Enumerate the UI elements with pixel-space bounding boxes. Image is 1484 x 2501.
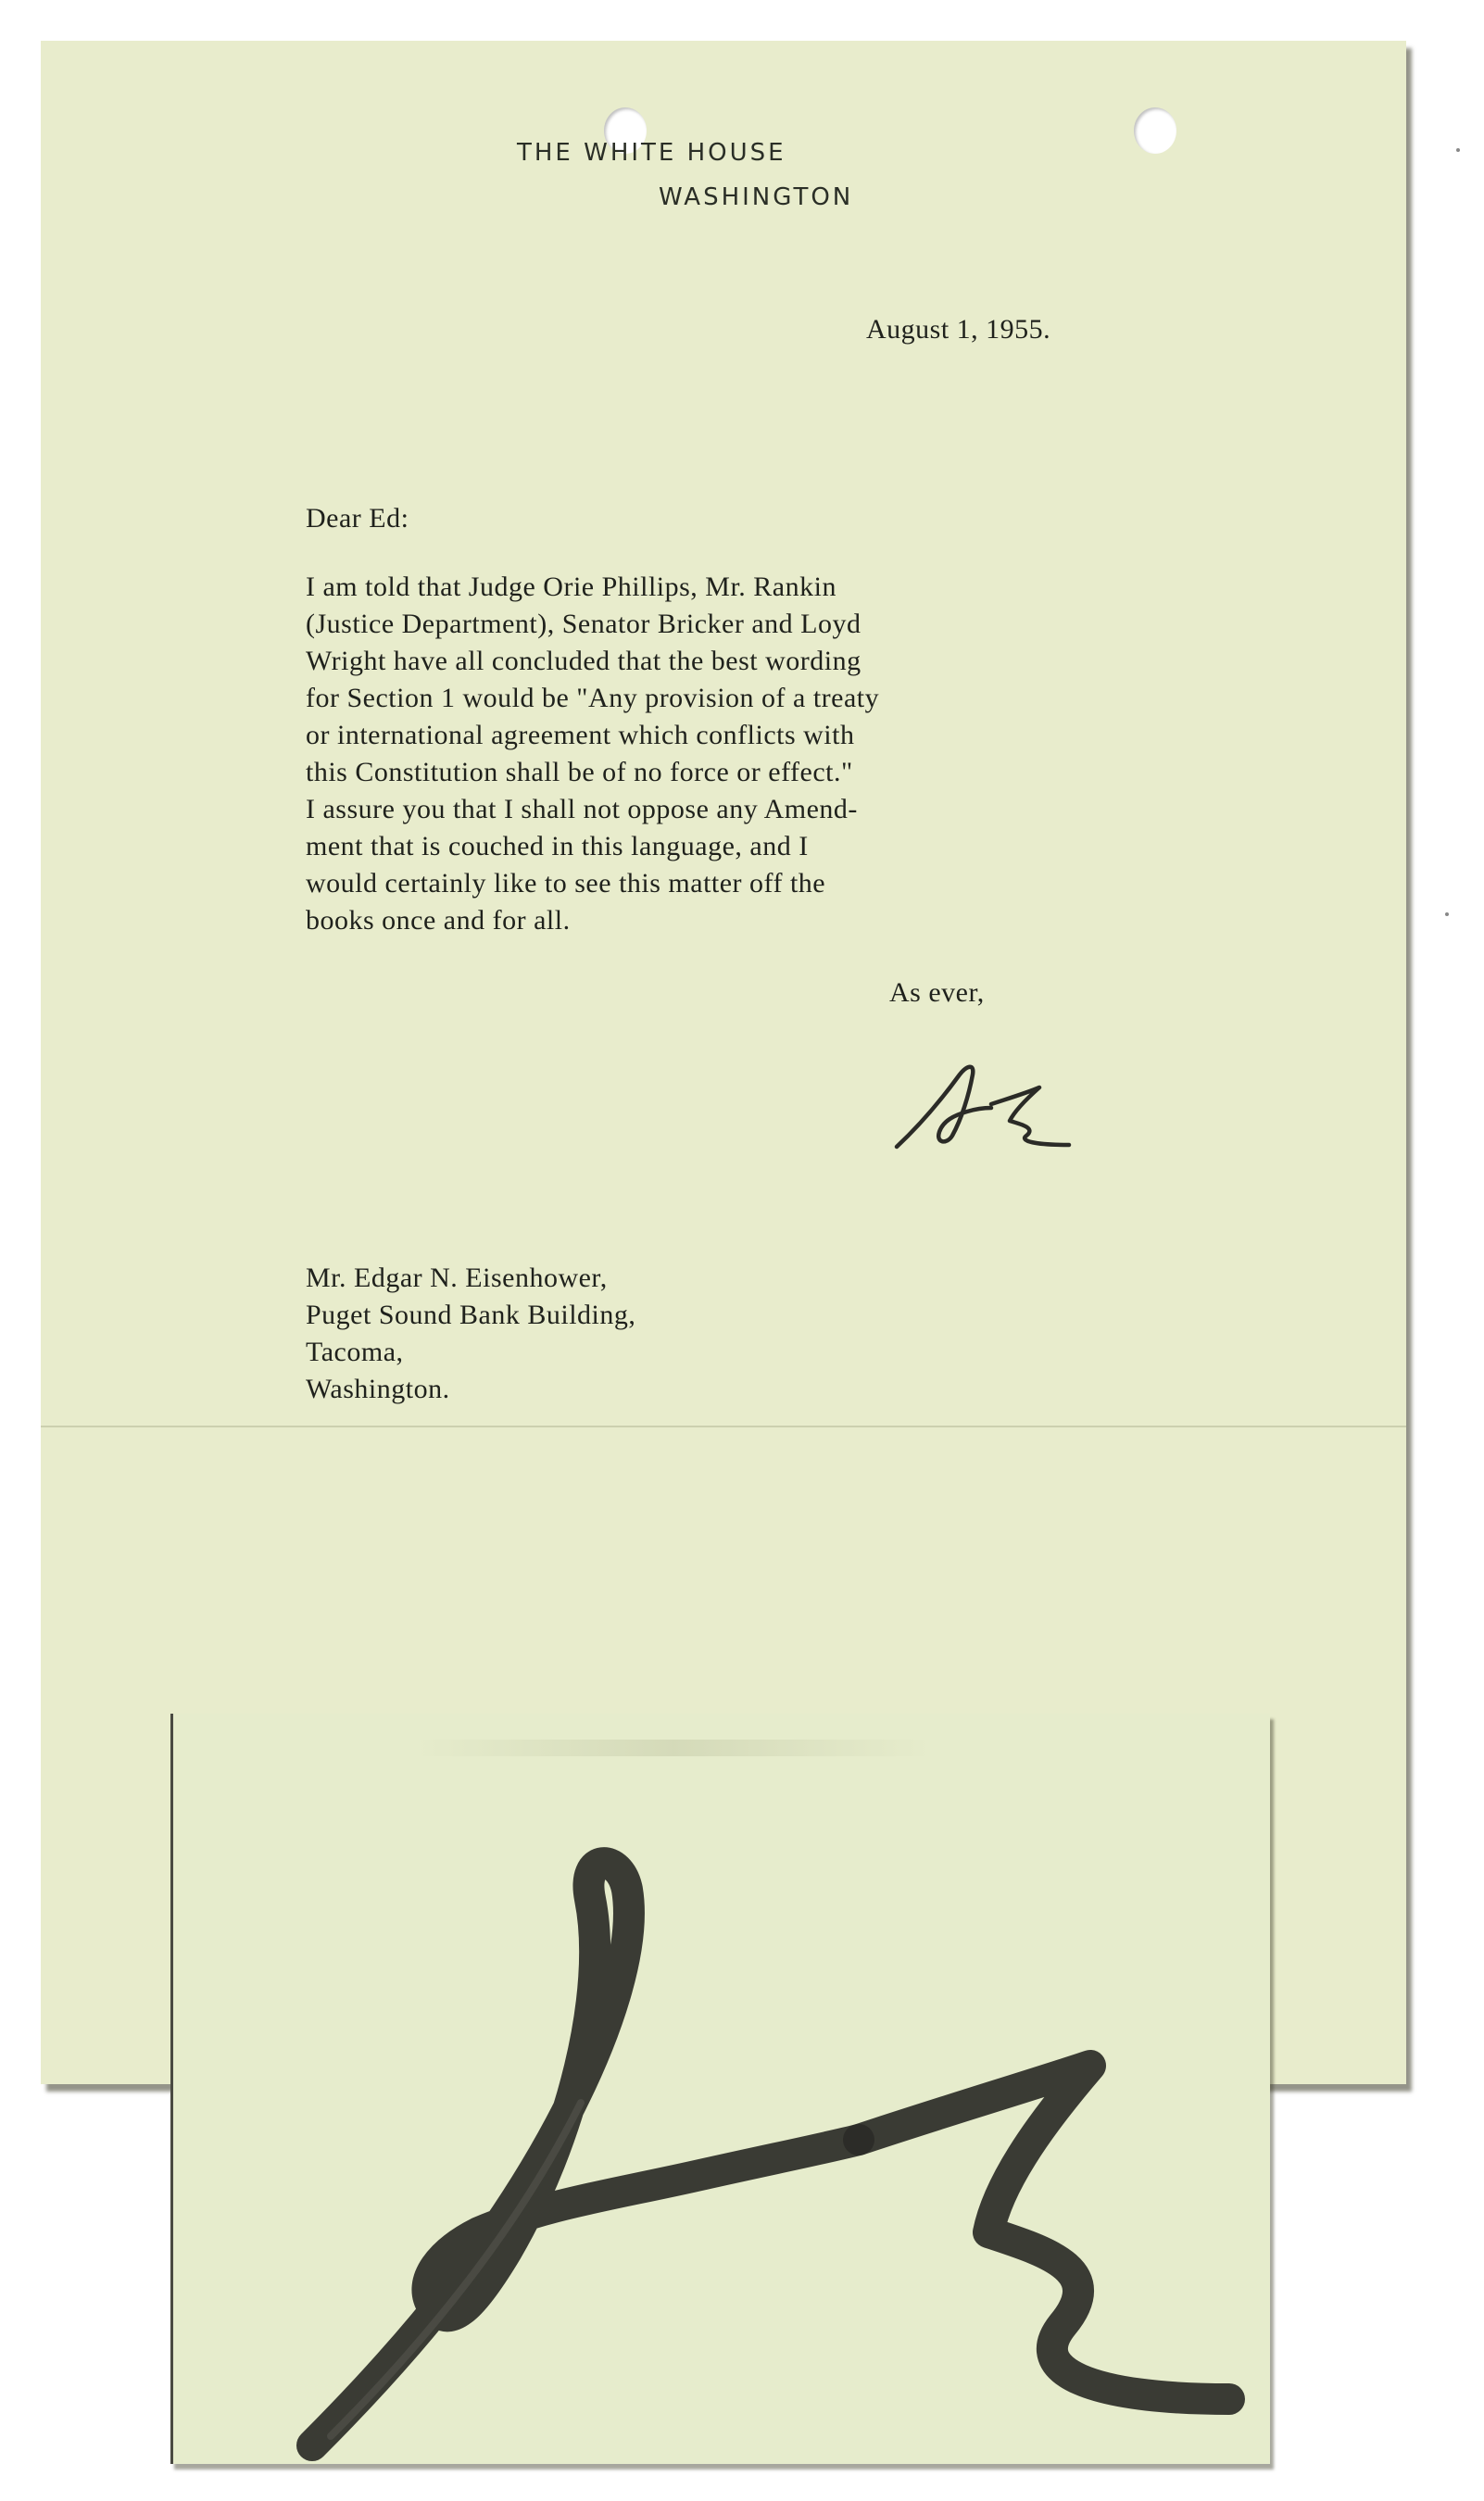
letter-body-line: (Justice Department), Senator Bricker and Loyd	[306, 609, 861, 639]
letter-body	[306, 569, 1139, 939]
scan-speck	[1445, 912, 1449, 916]
letter-salutation: Dear Ed:	[306, 503, 409, 534]
letter-body-line: I am told that Judge Orie Phillips, Mr. Rankin	[306, 572, 836, 602]
address-line: Washington.	[306, 1374, 450, 1404]
address-line: Puget Sound Bank Building,	[306, 1300, 636, 1330]
letter-body-line: this Constitution shall be of no force or effect."	[306, 757, 853, 787]
address-line: Tacoma,	[306, 1337, 404, 1367]
recipient-address	[306, 1260, 635, 1408]
letter-body-line: I assure you that I shall not oppose any Amend-	[306, 794, 858, 824]
letter-body-line: books once and for all.	[306, 905, 571, 936]
signature-closeup-inset	[170, 1714, 1270, 2464]
signature-image	[887, 1047, 1082, 1158]
letter-body-line: or international agreement which conflicts with	[306, 720, 855, 750]
letter-body-line: Wright have all concluded that the best wording	[306, 646, 861, 676]
address-line: Mr. Edgar N. Eisenhower,	[306, 1263, 608, 1293]
signature-closeup-image	[173, 1714, 1270, 2464]
letter-body-line: ment that is couched in this language, and I	[306, 831, 809, 861]
paper-fold-line	[41, 1426, 1406, 1427]
scan-speck	[1456, 148, 1460, 152]
letterhead-city: WASHINGTON	[659, 183, 854, 211]
letter-closing: As ever,	[889, 977, 985, 1008]
letter-body-line: for Section 1 would be "Any provision of a treaty	[306, 683, 880, 713]
letterhead-organization: THE WHITE HOUSE	[517, 139, 786, 167]
letter-body-line: would certainly like to see this matter off the	[306, 868, 826, 899]
punch-hole-right	[1134, 107, 1176, 154]
letter-date: August 1, 1955.	[866, 314, 1051, 345]
